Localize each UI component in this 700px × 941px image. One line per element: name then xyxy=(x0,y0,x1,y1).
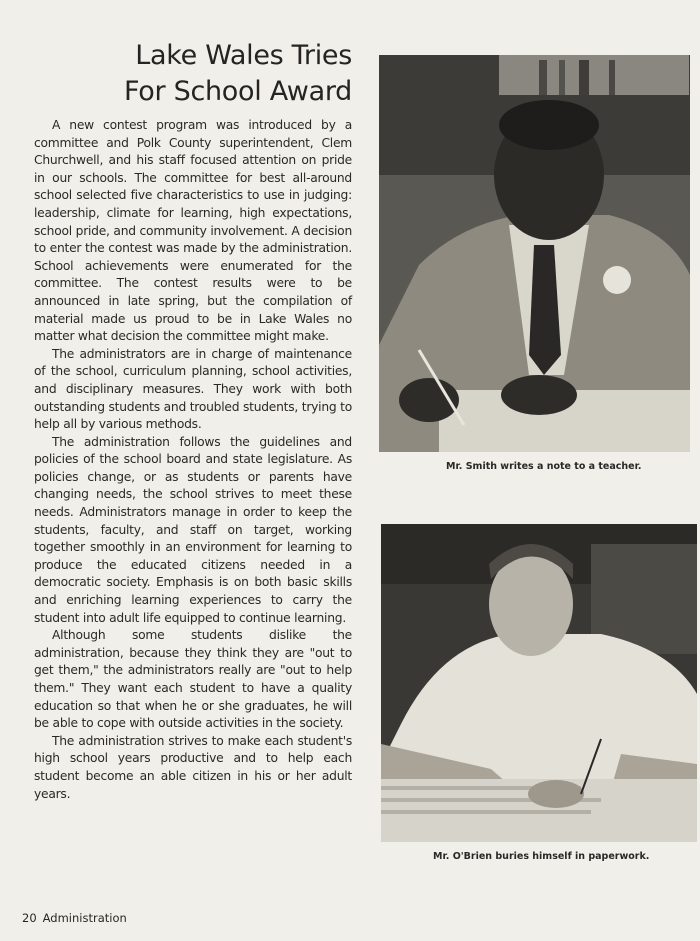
photo-mr-smith xyxy=(379,55,690,452)
paragraph: Although some students dislike the administration, because they think they are "out to get them," the administrators really are "out to help them." They want each student to have a quality education so that when he or she graduates, he will be able to cope with outside activities in the society. xyxy=(34,628,352,731)
photo-caption: Mr. O'Brien buries himself in paperwork. xyxy=(433,851,650,862)
title-line-2: For School Award xyxy=(124,76,352,107)
paragraph: The administration strives to make each student's high school years productive and to help each student become an able citizen in his or her adult years. xyxy=(34,733,352,801)
paragraph: The administrators are in charge of maintenance of the school, curriculum planning, school activities, and disciplinary measures. They work with both outstanding students and troubled students, trying to help all by various methods. xyxy=(34,346,352,432)
page-footer xyxy=(22,911,127,925)
paragraph: The administration follows the guidelines and policies of the school board and state legislature. As policies change, or as students or parents have changing needs, the school strives to meet these needs. Administrators manage in order to keep the students, faculty, and staff on target, working together smoothly in an environment for learning to produce the educated citizens needed in a democratic society. Emphasis is on both basic skills and enriching learning experiences to carry the student into adult life equipped to continue learning. xyxy=(34,434,352,625)
title-line-1: Lake Wales Tries xyxy=(135,40,352,71)
article-body xyxy=(34,117,352,803)
page-number: 20 xyxy=(22,911,37,925)
photo-mr-obrien xyxy=(381,524,697,842)
section-name: Administration xyxy=(42,911,127,925)
article-title xyxy=(120,38,352,110)
photo-caption: Mr. Smith writes a note to a teacher. xyxy=(446,461,642,472)
paragraph: A new contest program was introduced by a committee and Polk County superintendent, Clem Churchwell, and his staff focused attention on pride in our schools. The committee for best all-around school selected five characteristics to use in judging: leadership, climate for learning, high expectations, school pride, and community involvement. A decision to enter the contest was made by the administration. School achievements were enumerated for the committee. The contest results were to be announced in late spring, but the compilation of material made us proud to be in Lake Wales no matter what decision the committee might make. xyxy=(34,118,352,344)
